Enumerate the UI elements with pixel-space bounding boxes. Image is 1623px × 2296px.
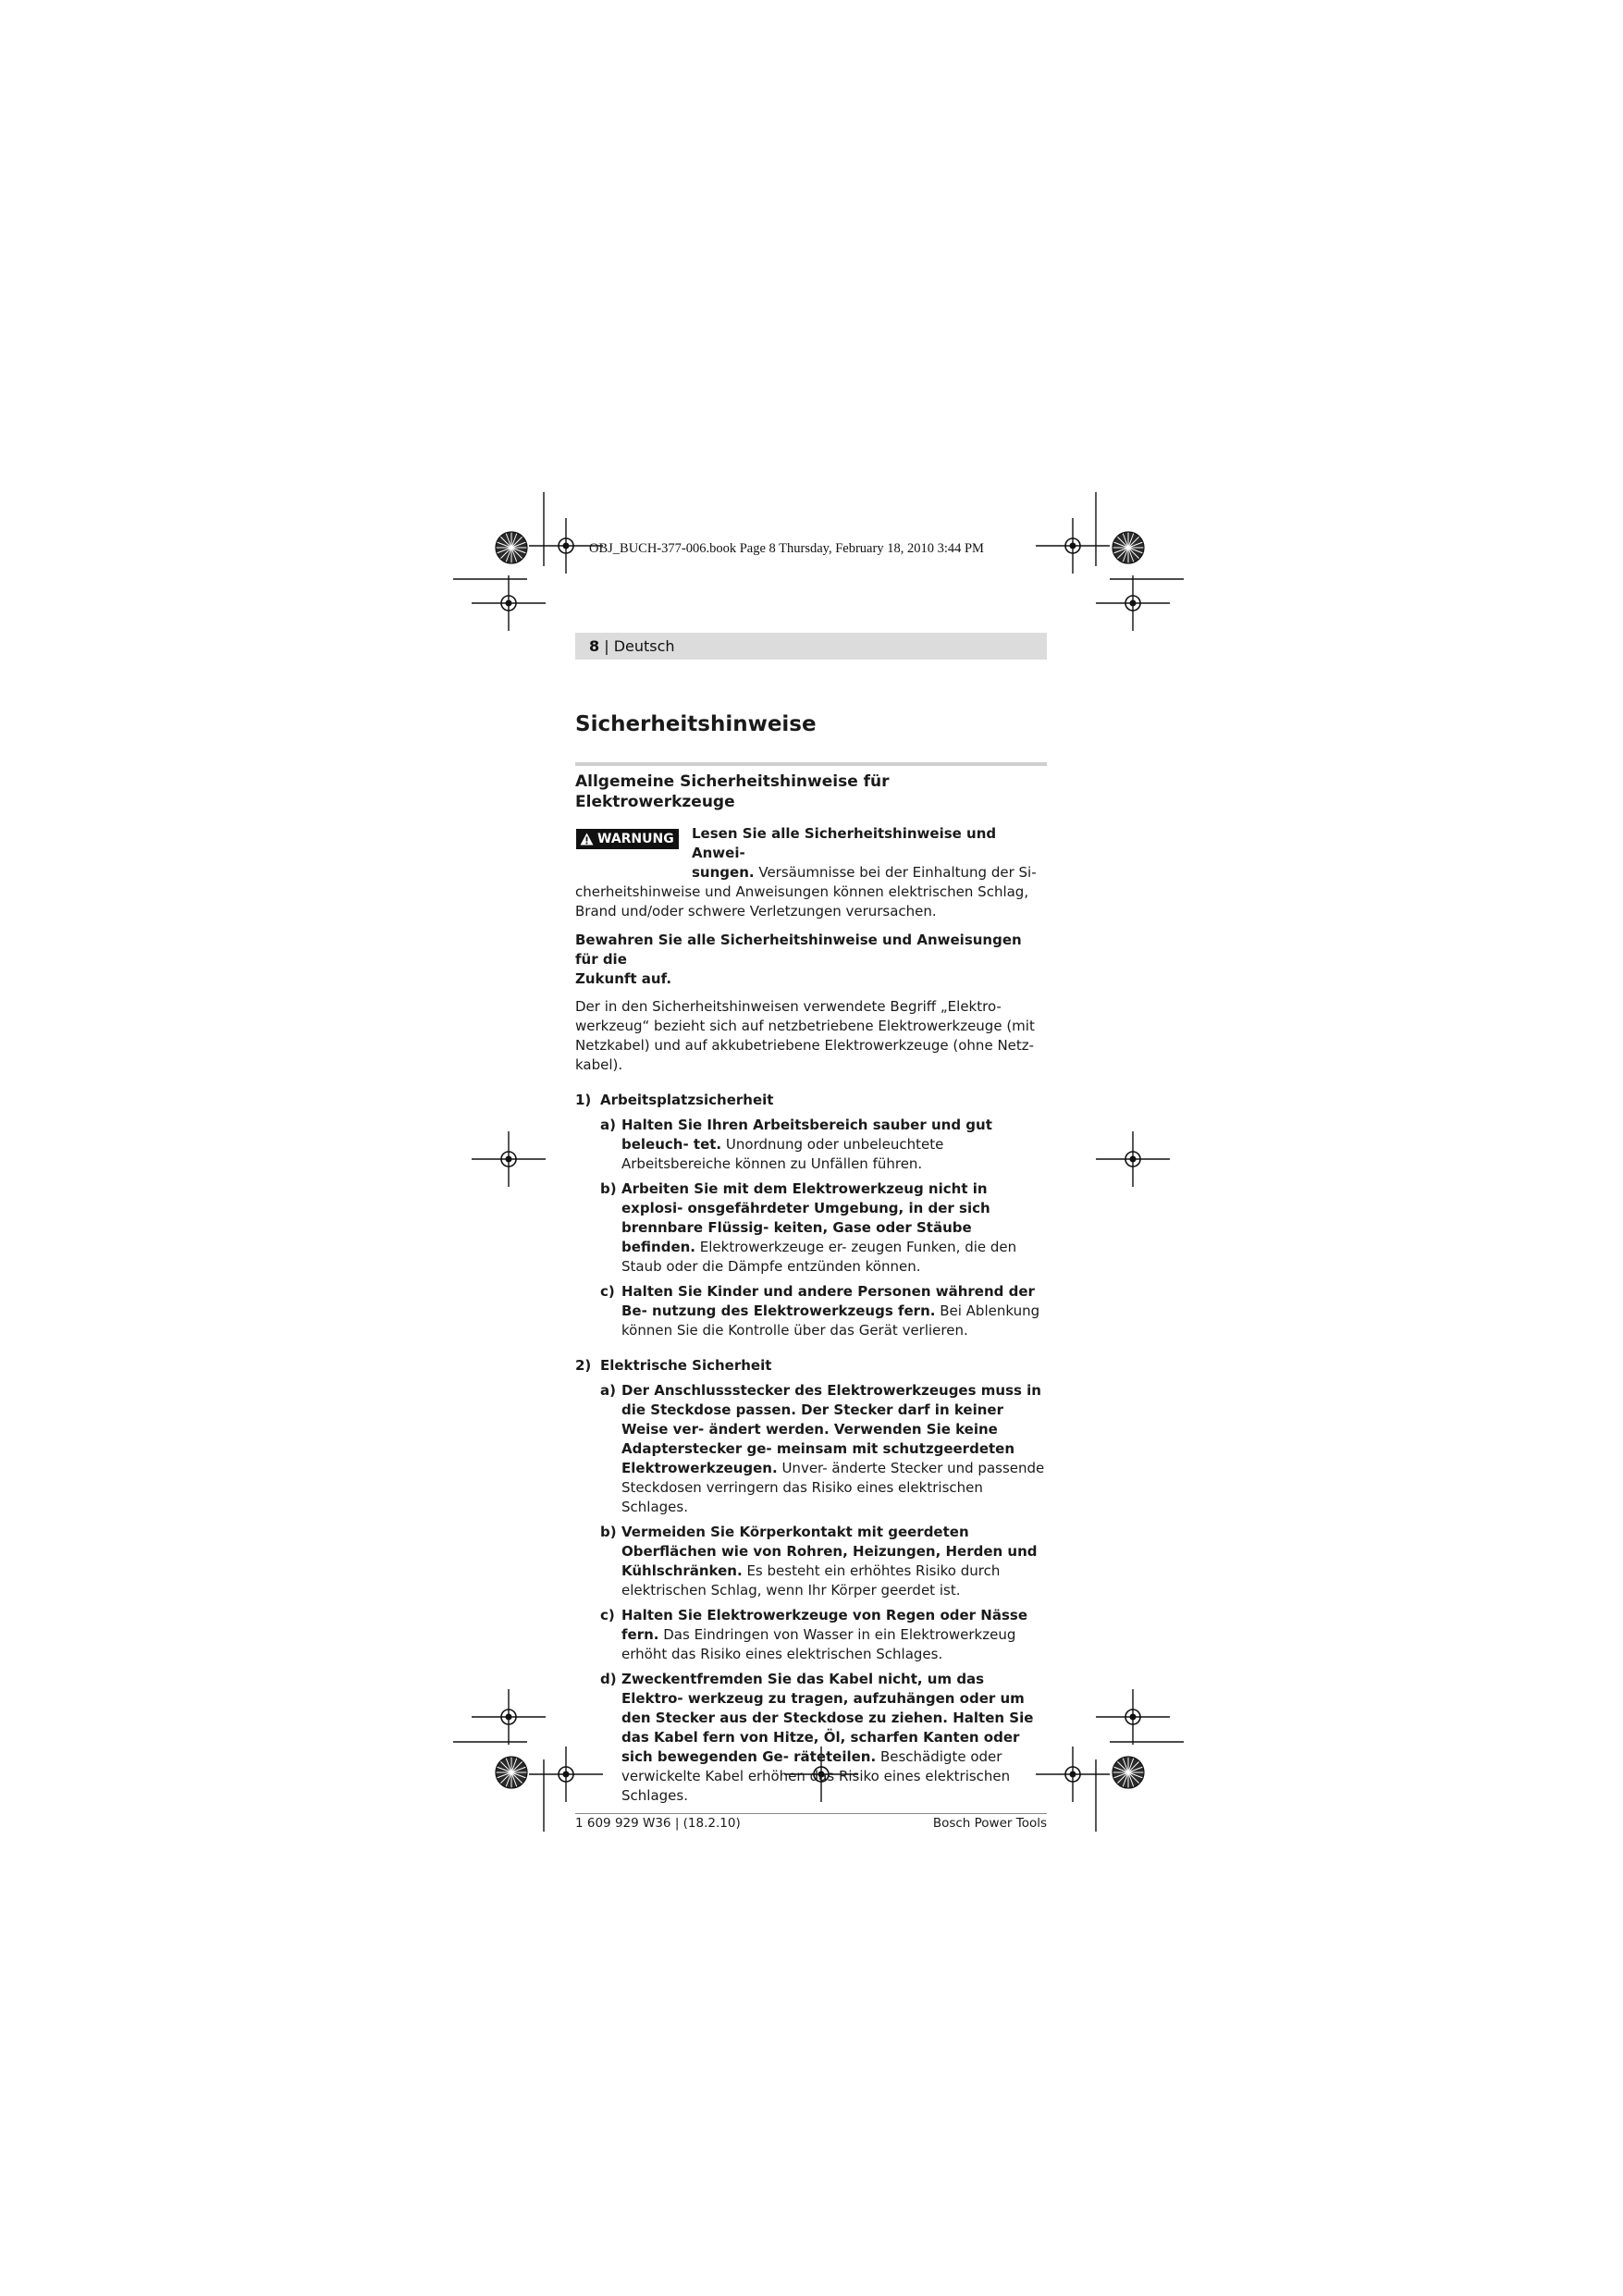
section-number: 2) — [575, 1357, 592, 1374]
item-text: Bei Ablenkung können Sie die Kontrolle über das Gerät verlieren. — [621, 1302, 1040, 1339]
section-title: Arbeitsplatzsicherheit — [600, 1092, 774, 1108]
footer-brand: Bosch Power Tools — [932, 1816, 1047, 1831]
keep-notice — [575, 931, 1047, 989]
definition-paragraph — [575, 997, 1047, 1075]
item-label: a) — [600, 1117, 616, 1133]
warning-triangle-icon — [580, 833, 594, 846]
manual-page — [575, 633, 1047, 1831]
list-item — [575, 1523, 1047, 1600]
item-bold-text: Vermeiden Sie Körperkontakt mit geerdeten Oberflächen wie von Rohren, Heizungen, Herden und Kühlschränken. — [621, 1524, 1038, 1579]
item-bold-text: Der Anschlussstecker des Elektrowerkzeuges muss in die Steckdose passen. Der Stecker darf in keiner Weise ver- ändert werden. Verwenden Sie keine Adapterstecker ge- meinsam mit schutzgeerdeten Elektrowerkzeugen. — [621, 1382, 1041, 1476]
page-number: 8 — [589, 637, 600, 655]
item-label: a) — [600, 1382, 616, 1399]
warning-badge — [576, 829, 679, 849]
list-item — [575, 1606, 1047, 1664]
warning-badge-label: WARNUNG — [597, 832, 674, 846]
keep-notice-line-2: Zukunft auf. — [575, 970, 672, 987]
item-text: Unordnung oder unbeleuchtete Arbeitsbereiche können zu Unfällen führen. — [621, 1136, 944, 1172]
definition-line-3: Netzkabel) und auf akkubetriebene Elektrowerkzeuge (ohne Netz- — [575, 1037, 1035, 1054]
item-label: d) — [600, 1671, 617, 1687]
item-text: Beschädigte oder verwickelte Kabel erhöhen das Risiko eines elektrischen Schlages. — [621, 1748, 1011, 1804]
list-item — [575, 1116, 1047, 1174]
warning-bold-line-1: Lesen Sie alle Sicherheitshinweise und Anwei- — [692, 825, 997, 861]
item-bold-text: Zweckentfremden Sie das Kabel nicht, um das Elektro- werkzeug zu tragen, aufzuhängen oder um den Stecker aus der Steckdose zu ziehen. Halten Sie das Kabel fern von Hitze, Öl, scharfen Kanten oder sich bewegenden Ge- räteteilen. — [621, 1671, 1034, 1765]
section-number: 1) — [575, 1092, 592, 1108]
page-title: Sicherheitshinweise — [575, 712, 817, 736]
item-text: Es besteht ein erhöhtes Risiko durch elektrischen Schlag, wenn Ihr Körper geerdet ist. — [621, 1562, 1001, 1599]
warning-text-line-2: Brand und/oder schwere Verletzungen verursachen. — [575, 903, 937, 920]
print-info: OBJ_BUCH-377-006.book Page 8 Thursday, February 18, 2010 3:44 PM — [589, 541, 984, 556]
section-title: Elektrische Sicherheit — [600, 1357, 772, 1374]
item-text: Unver- änderte Stecker und passende Steckdosen verringern das Risiko eines elektrischen Schlages. — [621, 1460, 1045, 1515]
footer-doc-number: 1 609 929 W36 | (18.2.10) — [575, 1816, 741, 1831]
item-bold-text: Arbeiten Sie mit dem Elektrowerkzeug nicht in explosi- onsgefährdeter Umgebung, in der sich brennbare Flüssig- keiten, Gase oder Stäube befinden. — [621, 1180, 990, 1255]
item-label: b) — [600, 1180, 617, 1197]
definition-line-4: kabel). — [575, 1056, 623, 1073]
warning-text-line-1: cherheitshinweise und Anweisungen können elektrischen Schlag, — [575, 883, 1029, 900]
keep-notice-line-1: Bewahren Sie alle Sicherheitshinweise und Anweisungen für die — [575, 932, 1022, 968]
page-header — [575, 633, 1047, 660]
section-heading-1 — [575, 1091, 1047, 1110]
page-footer — [575, 1813, 1047, 1831]
item-label: c) — [600, 1283, 615, 1300]
definition-line-1: Der in den Sicherheitshinweisen verwendete Begriff „Elektro- — [575, 998, 1002, 1015]
item-label: b) — [600, 1524, 617, 1540]
item-text: Das Eindringen von Wasser in ein Elektrowerkzeug erhöht das Risiko eines elektrischen Schlages. — [621, 1626, 1016, 1662]
warning-bold-line-2: sungen. — [692, 864, 755, 881]
item-bold-text: Halten Sie Elektrowerkzeuge von Regen oder Nässe fern. — [621, 1607, 1027, 1643]
section-subtitle: Allgemeine Sicherheitshinweise für Elektrowerkzeuge — [575, 772, 890, 811]
list-item — [575, 1282, 1047, 1340]
header-language: | Deutsch — [604, 637, 675, 655]
item-bold-text: Halten Sie Ihren Arbeitsbereich sauber und gut beleuch- tet. — [621, 1117, 992, 1153]
list-item — [575, 1381, 1047, 1517]
item-label: c) — [600, 1607, 615, 1623]
section-heading-2 — [575, 1356, 1047, 1376]
list-item — [575, 1670, 1047, 1806]
warning-text-first: Versäumnisse bei der Einhaltung der Si- — [754, 864, 1037, 881]
item-text: Elektrowerkzeuge er- zeugen Funken, die den Staub oder die Dämpfe entzünden können. — [621, 1239, 1017, 1275]
section-divider — [575, 762, 1047, 766]
definition-line-2: werkzeug“ bezieht sich auf netzbetriebene Elektrowerkzeuge (mit — [575, 1018, 1035, 1034]
warning-block — [575, 824, 1047, 921]
item-bold-text: Halten Sie Kinder und andere Personen während der Be- nutzung des Elektrowerkzeugs fern. — [621, 1283, 1035, 1319]
list-item — [575, 1179, 1047, 1277]
